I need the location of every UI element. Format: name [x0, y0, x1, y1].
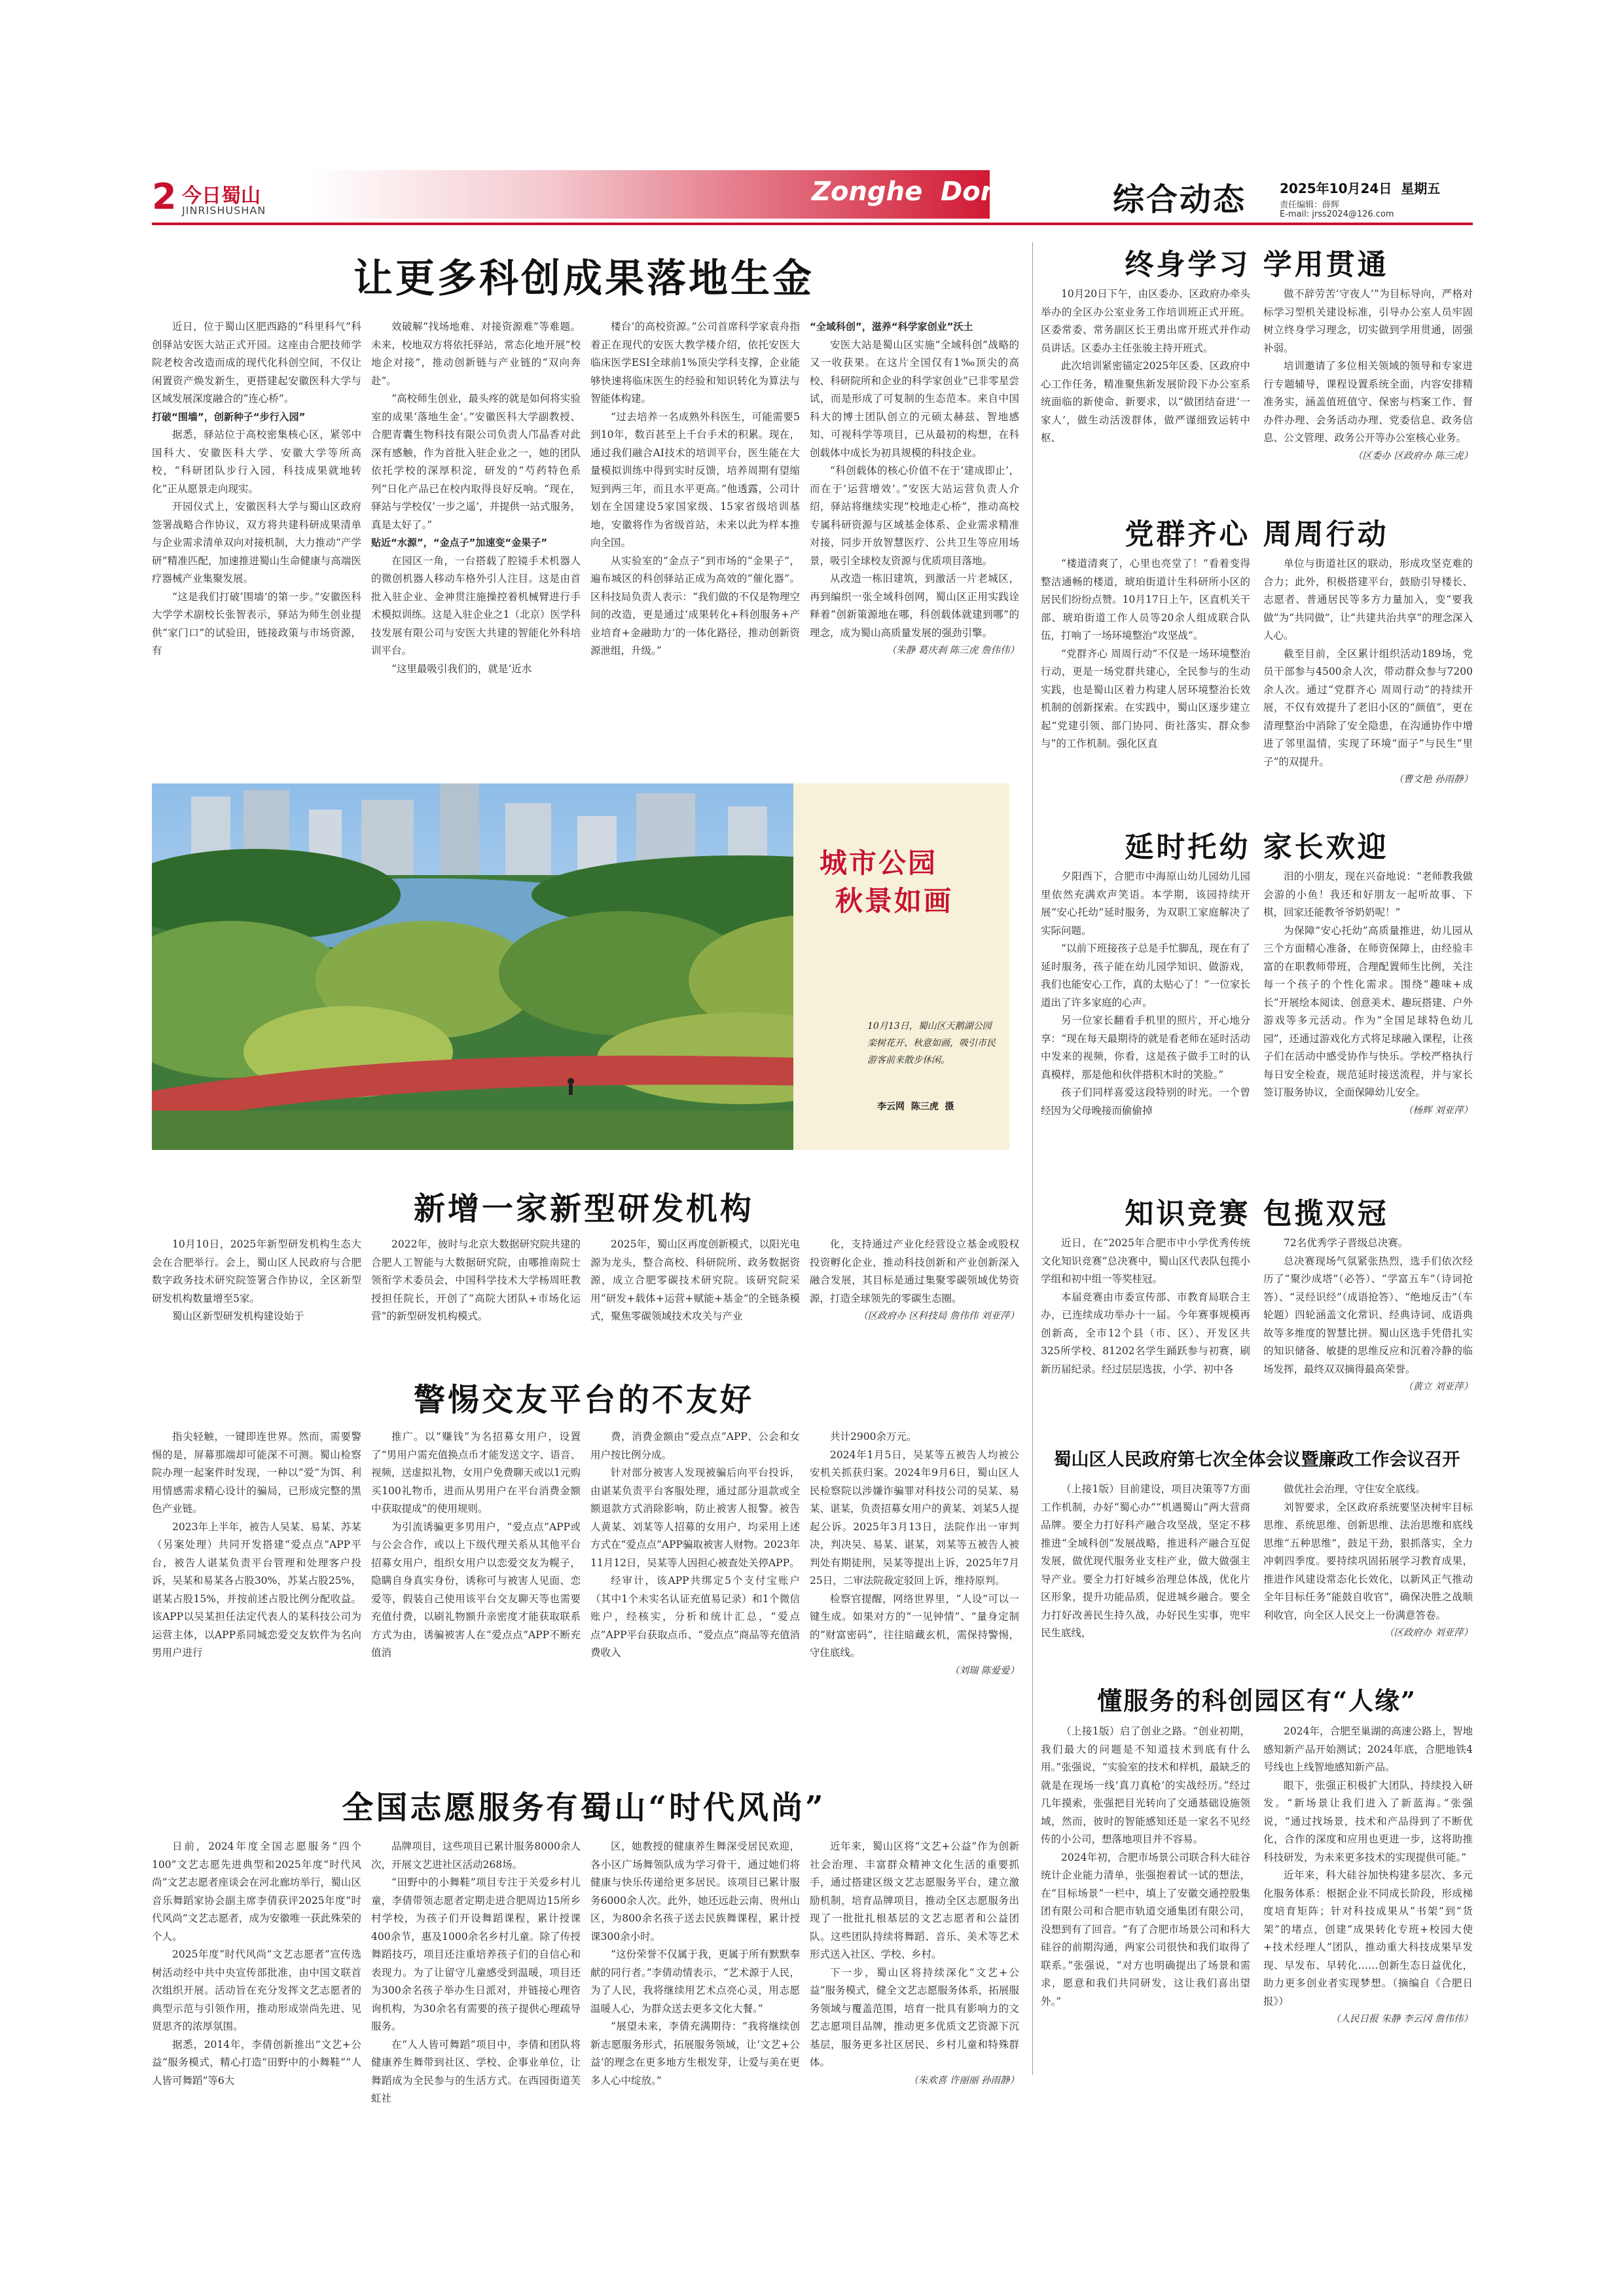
paragraph: 针对部分被害人发现被骗后向平台投诉，由谌某负责平台客服处理，通过部分退款或全额退款方式消除影响，防止被害人报警。被告人黄某、刘某等人招募的女用户，均采用上述方式在“爱点点”APP骗取被害人财物。2023年11月12日，吴某等人因担心被查处关停APP。 — [590, 1467, 800, 1569]
volunteer-col-2 — [371, 1838, 581, 2191]
subhead: “全域科创”，滋养“科学家创业”沃土 — [810, 321, 973, 332]
paragraph: 在“人人皆可舞蹈”项目中，李倩和团队将健康养生舞带到社区、学校、企事业单位，让舞蹈成为全民参与的生活方式。在西园街道芙虹社 — [371, 2038, 581, 2104]
paragraph: 安医大站是蜀山区实施“全域科创”战略的又一收获果。在这片全国仅有1‰顶尖的高校、科研院所和企业的科学家创业”已非零星尝试，而是形成了可复制的生态范本。来自中国科大的博士团队创立的元硕太赫兹、智地感知、可视科学等项目，已从最初的构想，在科创载体中成长为初具规模的科技企业。 — [810, 338, 1019, 459]
paragraph: 日前，2024年度全国志愿服务“四个100”文艺志愿先进典型和2025年度“时代风尚”文艺志愿者座谈会在河北廊坊举行，蜀山区音乐舞蹈家协会副主席李倩获评2025年度“时代风尚”文艺志愿者，成为安徽唯一获此殊荣的个人。 — [152, 1840, 361, 1943]
byline: （人民日报 朱静 李云冈 詹伟伟） — [1331, 2014, 1473, 2024]
photo-caption-panel — [793, 783, 1009, 1150]
paragraph: 2024年1月5日，吴某等五被告人均被公安机关抓获归案。2024年9月6日，蜀山区人民检察院以涉嫌诈骗罪对科技公司的吴某、易某、谌某，负责招募女用户的黄某、刘某5人提起公诉。2025年3月13日，法院作出一审判决，判决吴、易某、谌某，刘某等五被告人被判处有期徒刑，吴某等提出上诉，2025年7月25日，二审法院裁定驳回上诉，维持原判。 — [810, 1448, 1019, 1587]
research-col-4 — [810, 1236, 1019, 1360]
paragraph: 眼下，张强正积极扩大团队，持续投入研发。“新场景让我们进入了新蓝海。”张强说，“通过找场景，技术和产品得到了不断优化，合作的深度和应用也更进一步，这将助推科技研发，为未来更多技术的实现提供可能。” — [1263, 1779, 1473, 1863]
right-story-4-col-2 — [1263, 1234, 1473, 1431]
paragraph: 2025年，蜀山区再度创新模式，以阳光电源为龙头，整合高校、科研院所、政务数据资源，成立合肥零碳技术研究院。该研究院采用“研发+载体+运营+赋能+基金”的全链条模式，聚焦零碳领域技术攻关与产业 — [590, 1238, 800, 1322]
paragraph: 指尖轻触，一键即连世界。然而，需要警惕的是，屏幕那端却可能深不可测。蜀山检察院办理一起案件时发现，一种以“爱”为饵、利用情感需求精心设计的骗局，已形成完整的黑色产业链。 — [152, 1431, 361, 1515]
main-column-divider — [1032, 242, 1033, 2075]
right-headline-childcare: 延时托幼 家长欢迎 — [1125, 831, 1389, 864]
byline: （朱欢喜 许丽丽 孙雨静） — [909, 2075, 1019, 2086]
paragraph: 楼台’的高校资源。”公司首席科学家袁舟指着正在现代的安医大教学楼介绍，依托安医大临床医学ESI全球前1%顶尖学科支撑，企业能够快速将临床医生的经验和知识转化为算法与智能体构建。 — [590, 321, 800, 404]
byline: （区委办 区政府办 陈三虎） — [1352, 450, 1473, 461]
paragraph: “过去培养一名成熟外科医生，可能需要5到10年，数百甚至上千台手术的积累。现在，通过我们融合AI技术的培训平台，医生能在大量模拟训练中得到实时反馈，培养周期有望缩短到两三年，而且水平更高。”他透露，公司计划在全国建设5家国家级、15家省级培训基地，安徽将作为省级首站，未来以此为样本推向全国。 — [590, 410, 800, 548]
paragraph: “这份荣誉不仅属于我，更属于所有默默奉献的同行者。”李倩动情表示，“艺术源于人民，为了人民，我将继续用艺术点亮心灵，用志愿温暖人心，为群众送去更多文化大餐。” — [590, 1948, 800, 2015]
paragraph: 10月10日，2025年新型研发机构生态大会在合肥举行。会上，蜀山区人民政府与合肥数字政务技术研究院签署合作协议，全区新型研发机构数量增至5家。 — [152, 1238, 361, 1304]
byline: （区政府办 刘亚萍） — [1384, 1628, 1473, 1638]
paragraph: 培训邀请了多位相关领域的领导和专家进行专题辅导，课程设置系统全面，内容安排精准务实，涵盖值班值守、保密与档案工作、督办件办理、会务活动办理、党委信息、政务信息、公文管理、政务公开等办公室核心业务。 — [1263, 360, 1473, 444]
paragraph: 截至目前，全区累计组织活动189场，党员干部参与4500余人次，带动群众参与7200余人次。通过“党群齐心 周周行动”的持续开展，不仅有效提升了老旧小区的“颜值”，更在清理整治中消除了安全隐患，在沟通协作中增进了邻里温情，实现了环境“面子”与民生“里子”的双提升。 — [1263, 647, 1473, 768]
paragraph: 夕阳西下，合肥市中海原山幼儿园幼儿园里依然充满欢声笑语。本学期，该园持续开展“安心托幼”延时服务，为双职工家庭解决了实际问题。 — [1041, 870, 1250, 937]
paragraph: 做不辞劳苦‘守夜人’”为目标导向，严格对标学习型机关建设标准，引导办公室人员牢固树立终身学习理念，切实做到学用贯通，固强补弱。 — [1263, 288, 1473, 354]
paragraph: 为保障“安心托幼”高质量推进，幼儿园从三个方面精心准备，在师资保障上，由经验丰富的在职教师带班，合理配置师生比例，关注每一个孩子的个性化需求。围绕“趣味+成长”开展绘本阅读、创意美术、趣玩搭建、户外游戏等多元活动。作为“全国足球特色幼儿园”，还通过游戏化方式将足球融入课程，让孩子们在活动中感受协作与快乐。学校严格执行每日安全检查，规范延时接送流程，并与家长签订服务协议，全面保障幼儿安全。 — [1263, 924, 1473, 1098]
byline: （黄立 刘亚萍） — [1403, 1382, 1473, 1392]
paragraph: 10月20日下午，由区委办、区政府办牵头举办的全区办公室业务工作培训班正式开班。区委常委、常务副区长王勇出席开班式并作动员讲话。区委办主任张骏主持开班式。 — [1041, 288, 1250, 354]
paragraph: （上接1版）启了创业之路。“创业初期，我们最大的问题是不知道技术到底有什么用。”张强说，“实验室的技术和样机，最缺乏的就是在现场一线‘真刀真枪’的实战经历。”经过几年摸索，张强把目光转向了交通基础设施领域，然而，彼时的智能感知还是一家名不见经传的小公司，想落地项目并不容易。 — [1041, 1725, 1250, 1845]
paragraph: 费，消费金额由“爱点点”APP、公会和女用户按比例分成。 — [590, 1431, 800, 1461]
right-story-1-col-1 — [1041, 285, 1250, 495]
byline: （杨辉 刘亚萍） — [1403, 1105, 1473, 1116]
paragraph: 此次培训紧密锚定2025年区委、区政府中心工作任务，精准聚焦新发展阶段下办公室系统面临的新使命、新要求，以“做团结奋进‘一家人’，做生动活泼群体，做严谨细致运转中枢、 — [1041, 360, 1250, 444]
paragraph: 化，支持通过产业化经营设立基金或股权投资孵化企业，推动科技创新和产业创新深入融合发展，其目标是通过集聚零碳领域优势资源，打造全球领先的零碳生态圈。 — [810, 1238, 1019, 1304]
right-story-2-col-2 — [1263, 555, 1473, 810]
right-headline-science-park: 懂服务的科创园区有“人缘” — [1097, 1686, 1416, 1715]
paragraph: 推广。以“赚钱”为名招募女用户，设置了“男用户需充值换点币才能发送文字、语音、视频，送虚拟礼物，女用户免费聊天或以1元购买100礼物币，进而从男用户在平台消费金额中获取提成”的使用规则。 — [371, 1431, 581, 1515]
paragraph: 经审计，该APP共绑定5个支付宝账户（其中1个未实名认证充值易记录）和1个微信账户，经核实，分析和统计汇总，“爱点点”APP平台获取点币、“爱点点”商品等充值消费收入 — [590, 1575, 800, 1659]
research-headline: 新增一家新型研发机构 — [413, 1191, 754, 1227]
right-story-1-col-2 — [1263, 285, 1473, 495]
photo-caption: 10月13日，蜀山区天鹅湖公园栾树花开、秋意如画，吸引市民游客前来散步休闲。 — [867, 1021, 996, 1066]
right-story-6-col-1 — [1041, 1723, 1250, 2194]
lead-headline: 让更多科创成果落地生金 — [353, 256, 814, 302]
paragraph: 区，她教授的健康养生舞深受居民欢迎，各小区广场舞领队成为学习骨干，通过她们将健康与快乐传递给更多居民。该项目已累计服务6000余人次。此外，她还远赴云南、贵州山区，为800余名孩子送去民族舞课程，累计授课300余小时。 — [590, 1840, 800, 1943]
right-story-5-col-2 — [1263, 1480, 1473, 1670]
paragraph: 泪的小朋友，现在兴奋地说：“老师教我做会游的小鱼！我还和好朋友一起听故事、下棋，回家还能教爷爷奶奶呢！” — [1263, 870, 1473, 918]
fraud-col-4 — [810, 1428, 1019, 1768]
paragraph: 2024年，合肥至巢湖的高速公路上，智地感知新产品开始测试；2024年底，合肥地铁4号线也上线智地感知新产品。 — [1263, 1725, 1473, 1773]
paragraph: “科创载体的核心价值不在于‘建成即止’，而在于‘运营增效’。”安医大站运营负责人介绍，驿站将继续实现“校地走心桥”，推动高校专属科研资源与区域基金体系、企业需求精准对接，同步开放智慧医疗、公共卫生等应用场景，吸引全球校友资源与优质项目落地。 — [810, 465, 1019, 567]
paragraph: 2024年初，合肥市场景公司联合科大硅谷统计企业能力清单，张强抱着试一试的想法，在“目标场景”一栏中，填上了安徽交通控股集团有限公司和合肥市轨道交通集团有限公司，没想到有了回音。“有了合肥市场景公司和科大硅谷的前期沟通，两家公司很快和我们取得了联系。”张强说，“对方也明确提出了场景和需求，愿意和我们共同研发，这让我们喜出望外。” — [1041, 1851, 1250, 2007]
paragraph: “这里最吸引我们的，就是‘近水 — [391, 662, 532, 675]
paragraph: 检察官提醒，网络世界里，“人设”可以一键生成。如果对方的“一见钟情”、“量身定制的”财富密码”，往往暗藏玄机，需保持警惕，守住底线。 — [810, 1592, 1019, 1659]
paragraph: 近年来，蜀山区将“文艺+公益”作为创新社会治理、丰富群众精神文化生活的重要抓手，通过搭建区级文艺志愿服务平台，建立激励机制，培育品牌项目，推动全区志愿服务出现了一批批扎根基层的文艺志愿者和公益团队。这些团队持续将舞蹈、音乐、美术等艺术形式送入社区、学校、乡村。 — [810, 1840, 1019, 1960]
paragraph: 在园区一角，一台搭载了腔镜手术机器人的微创机器人移动车格外引人注目。这是由首批入驻企业、金神贯注施操控着机械臂进行手术模拟训练。这是入驻企业之1（北京）医学科技发展有限公司与安医大共建的智能化外科培训平台。 — [371, 554, 581, 656]
paragraph: 下一步，蜀山区将持续深化“文艺+公益”服务模式，健全文艺志愿服务体系，拓展服务领域与覆盖范围，培育一批具有影响力的文艺志愿项目品牌，推动更多优质文艺资源下沉基层，服务更多社区居民、乡村儿童和特殊群体。 — [810, 1966, 1019, 2068]
subhead: 贴近“水源”，“金点子”加速变“金果子” — [371, 537, 548, 548]
photo-title-line-2: 秋景如画 — [835, 885, 954, 917]
paragraph: “高校师生创业，最头疼的就是如何将实验室的成果‘落地生金’。”安徽医科大学副教授、合肥青囊生物科技有限公司负责人邝晶香对此深有感触，作为首批入驻企业之一，她的团队依托学校的深厚积淀，研发的“芍药特色系列”日化产品已在校内取得良好反响。“现在，驿站与学校仅‘一步之遥’，并提供一站式服务，真是太好了。” — [371, 393, 581, 531]
paragraph: 蜀山区新型研发机构建设始于 — [172, 1310, 304, 1322]
lead-col-3 — [590, 318, 800, 776]
paragraph: 做优社会治理，守住安全底线。 — [1284, 1483, 1426, 1495]
photo-credit: 李云网 陈三虎 摄 — [877, 1102, 954, 1112]
paragraph: “党群齐心 周周行动”不仅是一场环境整治行动，更是一场党群共建心，全民参与的生动实践，也是蜀山区着力构建人居环境整治长效机制的创新探索。在实践中，蜀山区逐步建立起“党建引领、部门协同、街社落实、群众参与”的工作机制。强化区直 — [1041, 647, 1250, 749]
right-story-5-col-1 — [1041, 1480, 1250, 1670]
volunteer-col-3 — [590, 1838, 800, 2191]
paragraph: “楼道清爽了，心里也亮堂了！”看着变得整洁通畅的楼道，琥珀街道计生科研所小区的居民们纷纷点赞。10月17日上午，区直机关干部、琥珀街道工作人员等20余人组成联合队伍，打响了一场环境整治“攻坚战”。 — [1041, 558, 1250, 641]
subhead: 打破“围墙”，创新种子“步行入园” — [152, 410, 306, 423]
editor-email: E-mail: jrss2024@126.com — [1280, 209, 1394, 219]
right-story-2-col-1 — [1041, 555, 1250, 810]
fraud-headline: 警惕交友平台的不友好 — [413, 1382, 754, 1418]
research-col-2 — [371, 1236, 581, 1360]
paragraph: 共计2900余万元。 — [830, 1431, 917, 1443]
lead-col-1 — [152, 318, 361, 776]
paragraph: 据悉，2014年，李倩创新推出“文艺+公益”服务模式，精心打造“田野中的小舞鞋”“人人皆可舞蹈”等6大 — [152, 2038, 361, 2087]
lead-col-2 — [371, 318, 581, 776]
right-story-3-col-1 — [1041, 868, 1250, 1182]
research-col-1 — [152, 1236, 361, 1360]
paragraph: （上接1版）目前建设，项目决策等7方面工作机制，办好“蜀心办”“机遇蜀山”两大营商品牌。要全力打好科产融合攻坚战，坚定不移推进“全域科创”发展战略，推进科产融合互促发展，做优现代服务业支柱产业，做大做强主导产业。要全力打好城乡治理总体战，优化片区形象，提升功能品质，促进城乡融合。要全力打好改善民生持久战，办好民生实事，兜牢民生底线， — [1041, 1483, 1250, 1639]
paragraph: “这是我们打破‘围墙’的第一步。”安徽医科大学学术副校长张智表示，驿站为师生创业提供“家门口”的试验田，链接政策与市场资源，有 — [152, 590, 361, 656]
paragraph: 72名优秀学子晋级总决赛。 — [1284, 1237, 1409, 1249]
paragraph: 2022年，彼时与北京大数据研究院共建的合肥人工智能与大数据研究院，由哪推南院士领衔学术委员会，中国科学技术大学杨周旺教授担任院长，开创了“高院大团队+市场化运营”的新型研发机构模式。 — [371, 1238, 581, 1322]
byline: （曹文艳 孙雨静） — [1394, 774, 1473, 785]
paragraph: 2023年上半年，被告人吴某、易某、苏某（另案处理）共同开发搭建“爱点点”APP平台，被告人谌某负责平台管理和处理客户投诉，吴某和易某各占股30%，苏某占股25%，谌某占股15%，并按前述占股比例分配收益。该APP以吴某担任法定代表人的某科技公司为运营主体，以APP系同城恋爱交友软件为名向男用户进行 — [152, 1520, 361, 1659]
issue-date: 2025年10月24日 星期五 — [1280, 181, 1441, 196]
paragraph: 总决赛现场气氛紧张热烈，选手们依次经历了“聚沙成塔”（必答）、“学富五车”（诗词抢答）、“灵经识经”（成语抢答）、“绝地反击”（车轮题）四轮涵盖文化常识、经典诗词、成语典故等多维度的智慧比拼。蜀山区选手凭借扎实的知识储备、敏捷的思维反应和沉着冷静的临场发挥，最终双双摘得最高荣誉。 — [1263, 1255, 1473, 1375]
fraud-col-2 — [371, 1428, 581, 1768]
paragraph: “展望未来，李倩充满期待：“我将继续创新志愿服务形式，拓展服务领域，让‘文艺+公益’的理念在更多地方生根发芽，让爱与美在更多人心中绽放。” — [590, 2020, 800, 2087]
paragraph: 从实验室的“金点子”到市场的“金果子”，遍布城区的科创驿站正成为高效的“催化器”。区科技局负责人表示：“我们做的不仅是物理空间的改造，更是通过‘成果转化+科创服务+产业培育+金融助力’的一体化路径，推动创新资源泄组，升级。” — [590, 554, 800, 656]
paragraph: 近日，位于蜀山区肥西路的“科里科气”科创驿站安医大站正式开园。这座由合肥技师学院老校舍改造而成的现代化科创空间，不仅让闲置资产焕发新生，更搭建起安徽医科大学与区域发展深度融合的“连心桥”。 — [152, 321, 361, 404]
paragraph: 本届竞赛由市委宣传部、市教育局联合主办，已连续成功举办十一届。今年赛事规模再创新高，全市12个县（市、区）、开发区共325所学校、81202名学生踊跃参与初赛，刷新历届纪录。经过层层选拔，小学、初中各 — [1041, 1291, 1250, 1375]
right-headline-lifelong-learning: 终身学习 学用贯通 — [1125, 248, 1389, 281]
paragraph: 从改造一栋旧建筑，到激活一片老城区，再到编织一张全域科创网，蜀山区正用实践诠释着“创新策源地在哪，科创载体就建到哪”的理念，成为蜀山高质量发展的强劲引擎。 — [810, 573, 1019, 639]
byline: （刘瑞 陈爱爱） — [949, 1665, 1019, 1676]
byline: （朱静 葛庆刹 陈三虎 詹伟伟） — [886, 645, 1019, 656]
editor-credit: 责任编辑：薛辉 — [1280, 200, 1340, 210]
right-story-3-col-2 — [1263, 868, 1473, 1182]
paragraph: 为引流诱骗更多男用户，“爱点点”APP或与公会合作，或以上下级代理关系从其他平台招募女用户，组织女用户以恋爱交友为幌子，隐瞒自身真实身份，诱称可与被害人见面、恋爱等，假装自己使用该平台交友聊天等也需要充值付费，以刷礼物额升亲密度才能获取联系方式为由，诱骗被害人在“爱点点”APP不断充值消 — [371, 1520, 581, 1659]
paragraph: 品牌项目，这些项目已累计服务8000余人次，开展文艺进社区活动268场。 — [371, 1840, 581, 1871]
paragraph: 效破解“找场地难、对接资源难”等难题。未来，校地双方将依托驿站，常态化地开展“校地企对接”，推动创新链与产业链的“双向奔赴”。 — [371, 321, 581, 387]
right-headline-knowledge-contest: 知识竞赛 包揽双冠 — [1125, 1197, 1389, 1230]
paragraph: 另一位家长翻看手机里的照片，开心地分享：“现在每天最期待的就是看老师在延时活动中发来的视频，你看，这是孩子做手工时的认真模样，那是他和伙伴搭积木时的笑脸。” — [1041, 1014, 1250, 1081]
paragraph: 开园仪式上，安徽医科大学与蜀山区政府签署战略合作协议，双方将共建科研成果清单与企业需求清单双向对接机制，大力推动“产学研”精准匹配，加速推进蜀山生命健康与高端医疗器械产业集聚发展。 — [152, 501, 361, 584]
fraud-col-1 — [152, 1428, 361, 1768]
volunteer-col-4 — [810, 1838, 1019, 2191]
volunteer-col-1 — [152, 1838, 361, 2191]
paragraph: “田野中的小舞鞋”项目专注于关爱乡村儿童，李倩带领志愿者定期走进合肥周边15所乡村学校，为孩子们开设舞蹈课程，累计授课400余节，惠及1000余名乡村儿童。除了传授舞蹈技巧，项目还注重培养孩子们的自信心和表现力。为了让留守儿童感受到温暖，项目还为300余名孩子举办生日派对，并链接心理咨询机构，为30余名有需要的孩子提供心理疏导服务。 — [371, 1876, 581, 2032]
research-col-3 — [590, 1236, 800, 1360]
page-number: 2 — [152, 176, 177, 217]
paragraph: 刘智要求，全区政府系统要坚决树牢目标思维、系统思维、创新思维、法治思维和底线思维“五种思维”，鼓足干劲，狠抓落实，全力冲刺四季度。要持续巩固拓展学习教育成果，推进作风建设常态化长效化，以新风正气推动全年目标任务“能鼓自收官”，确保决胜之战顺利收官，向全区人民交上一份满意答卷。 — [1263, 1501, 1473, 1621]
paragraph: 2025年度“时代风尚”文艺志愿者”宣传选树活动经中共中央宣传部批准，由中国文联首次组织开展。活动旨在充分发挥文艺志愿者的典型示范与引领作用，推动形成崇尚先进、见贤思齐的浓厚氛围。 — [152, 1948, 361, 2032]
right-headline-party-action: 党群齐心 周周行动 — [1125, 518, 1389, 551]
paragraph: 据悉，驿站位于高校密集核心区，紧邻中国科大、安徽医科大学、安徽大学等所高校，“科研团队步行入园，科技成果就地转化”正从愿景走向现实。 — [152, 429, 361, 495]
paper-name: 今日蜀山 — [182, 185, 261, 207]
photo-title-line-1: 城市公园 — [820, 847, 938, 879]
lead-col-4 — [810, 318, 1019, 776]
paragraph: 单位与街道社区的联动，形成攻坚克难的合力；此外，积极搭建平台，鼓励引导楼长、志愿者、普通居民等多方力量加入，变“要我做”为“共同做”，让“共建共治共享”的理念深入人心。 — [1263, 558, 1473, 641]
paragraph: 孩子们同样喜爱这段特别的时光。一个曾经因为父母晚接而偷偷掉 — [1041, 1086, 1250, 1117]
right-story-6-col-2 — [1263, 1723, 1473, 2194]
right-story-4-col-1 — [1041, 1234, 1250, 1431]
paragraph: “以前下班接孩子总是手忙脚乱，现在有了延时服务，孩子能在幼儿园学知识、做游戏，我们也能安心工作，真的太贴心了！”一位家长道出了许多家庭的心声。 — [1041, 942, 1250, 1009]
fraud-col-3 — [590, 1428, 800, 1768]
paragraph: 近年来，科大硅谷加快构建多层次、多元化服务体系：根据企业不同成长阶段，形成梯度培育矩阵；针对科技成果从“书架”到“货架”的堵点，创建“成果转化专班+校园大使+技术经理人”团队，推动重大科技成果早发现、早发布、早转化……创新生态日益优化，助力更多创业者实现梦想。（摘编自《合肥日报》） — [1263, 1869, 1473, 2007]
paragraph: 近日，在“2025年合肥市中小学优秀传统文化知识竞赛”总决赛中，蜀山区代表队包揽小学组和初中组一等奖桂冠。 — [1041, 1237, 1250, 1285]
section-title-cn: 综合动态 — [1113, 181, 1247, 218]
section-title-en: Zonghe Dongtai — [812, 177, 1057, 207]
paper-pinyin: JINRISHUSHAN — [182, 204, 266, 217]
masthead-rule — [152, 223, 1473, 225]
volunteer-headline: 全国志愿服务有蜀山“时代风尚” — [342, 1789, 826, 1826]
right-headline-government-meeting: 蜀山区人民政府第七次全体会议暨廉政工作会议召开 — [1053, 1450, 1460, 1470]
byline: （区政府办 区科技局 詹伟伟 刘亚萍） — [858, 1311, 1019, 1321]
